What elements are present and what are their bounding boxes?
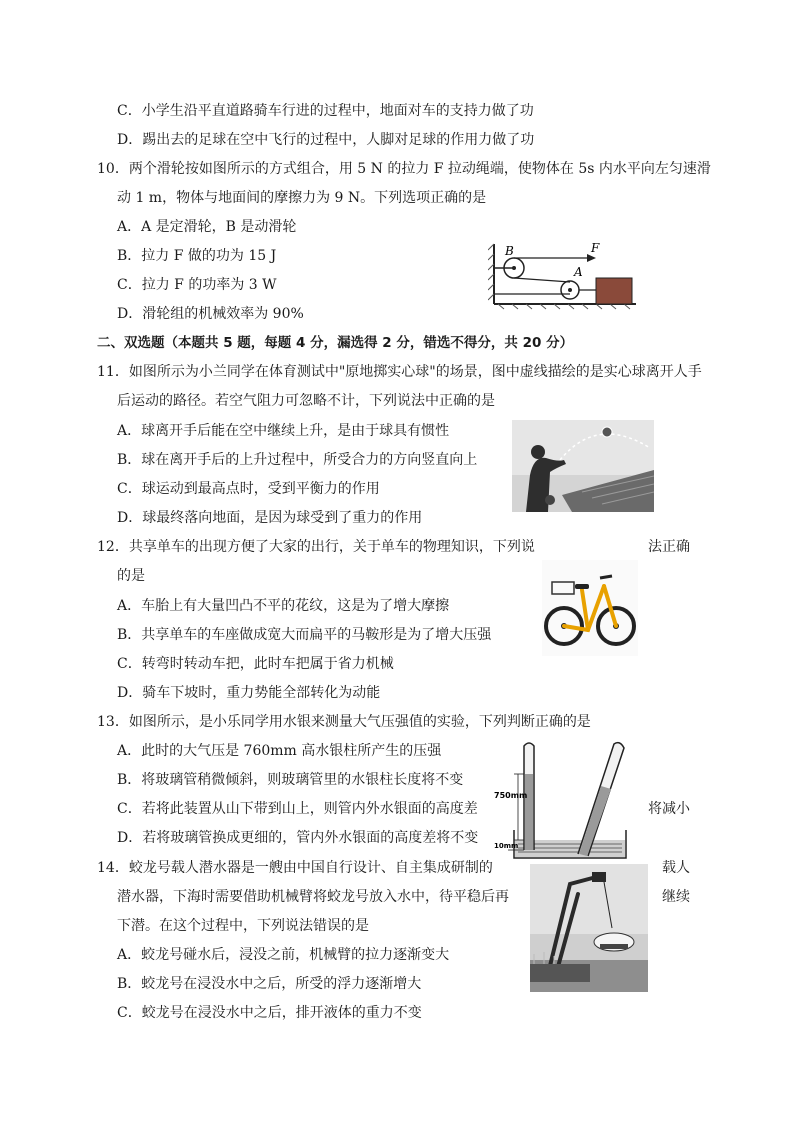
jiaolong-photo [530, 864, 648, 992]
shot-put-photo [512, 420, 654, 512]
q10-option-d: D．滑轮组的机械效率为 90% [117, 306, 304, 322]
q10-stem-line1: 10．两个滑轮按如图所示的方式组合，用 5 N 的拉力 F 拉动绳端，使物体在 5s 内水平向左匀速滑 [97, 161, 711, 177]
q9-option-d: D．踢出去的足球在空中飞行的过程中，人脚对足球的作用力做了功 [117, 132, 535, 148]
q13-option-d: D．若将玻璃管换成更细的，管内外水银面的高度差将不变 [117, 830, 479, 846]
q14-option-c: C．蛟龙号在浸没水中之后，排开液体的重力不变 [117, 1005, 422, 1021]
q11-stem-line1: 11．如图所示为小兰同学在体育测试中"原地掷实心球"的场景，图中虚线描绘的是实心球离开人手 [97, 364, 702, 380]
q13-stem: 13．如图所示，是小乐同学用水银来测量大气压强值的实验，下列判断正确的是 [97, 714, 591, 730]
q14-option-b: B．蛟龙号在浸没水中之后，所受的浮力逐渐增大 [117, 976, 422, 992]
q14-option-a: A．蛟龙号碰水后，浸没之前，机械臂的拉力逐渐变大 [117, 947, 450, 963]
q10-option-a: A．A 是定滑轮，B 是动滑轮 [117, 219, 297, 235]
q14-stem-line1-end: 载人 [662, 860, 690, 876]
q10-option-c: C．拉力 F 的功率为 3 W [117, 277, 277, 293]
q11-option-c: C．球运动到最高点时，受到平衡力的作用 [117, 481, 380, 497]
q14-stem-line2: 潜水器，下海时需要借助机械臂将蛟龙号放入水中，待平稳后再 [117, 889, 509, 905]
q13-option-b: B．将玻璃管稍微倾斜，则玻璃管里的水银柱长度将不变 [117, 772, 464, 788]
label-b: B [505, 244, 514, 258]
block-object [596, 278, 632, 304]
ball-icon [602, 427, 612, 437]
q12-option-c: C．转弯时转动车把，此时车把属于省力机械 [117, 656, 394, 672]
q12-option-d: D．骑车下坡时，重力势能全部转化为动能 [117, 685, 381, 701]
q9-option-c: C．小学生沿平直道路骑车行进的过程中，地面对车的支持力做了功 [117, 103, 534, 119]
q14-stem-line1: 14．蛟龙号载人潜水器是一艘由中国自行设计、自主集成研制的 [97, 860, 493, 876]
label-a: A [574, 265, 583, 279]
q13-option-a: A．此时的大气压是 760mm 高水银柱所产生的压强 [117, 743, 442, 759]
pulley-figure [488, 238, 638, 310]
q11-option-b: B．球在离开手后的上升过程中，所受合力的方向竖直向上 [117, 452, 478, 468]
q12-stem-line1-end: 法正确 [648, 539, 690, 555]
bicycle-photo [542, 560, 638, 656]
q14-stem-line2-end: 继续 [662, 889, 690, 905]
q13-option-c-part2: 将减小 [648, 801, 690, 817]
q13-option-c-part1: C．若将此装置从山下带到山上，则管内外水银面的高度差 [117, 801, 478, 817]
q10-stem-line2: 动 1 m，物体与地面间的摩擦力为 9 N。下列选项正确的是 [117, 190, 487, 206]
label-10mm: 10mm [494, 842, 519, 850]
q14-stem-line3: 下潜。在这个过程中，下列说法错误的是 [117, 918, 369, 934]
q12-stem-line2: 的是 [117, 568, 145, 584]
q12-stem-line1: 12．共享单车的出现方便了大家的出行，关于单车的物理知识，下列说 [97, 539, 535, 555]
q12-option-a: A．车胎上有大量凹凸不平的花纹，这是为了增大摩擦 [117, 598, 450, 614]
label-750mm: 750mm [494, 791, 528, 800]
label-f: F [591, 241, 600, 255]
section-2-heading: 二、双选题（本题共 5 题，每题 4 分，漏选得 2 分，错选不得分，共 20 分） [97, 335, 574, 351]
q12-option-b: B．共享单车的车座做成宽大而扁平的马鞍形是为了增大压强 [117, 627, 492, 643]
q11-option-a: A．球离开手后能在空中继续上升，是由于球具有惯性 [117, 423, 450, 439]
q11-stem-line2: 后运动的路径。若空气阻力可忽略不计，下列说法中正确的是 [117, 393, 495, 409]
q10-option-b: B．拉力 F 做的功为 15 J [117, 248, 277, 264]
q11-option-d: D．球最终落向地面，是因为球受到了重力的作用 [117, 510, 423, 526]
barometer-figure [494, 738, 644, 862]
